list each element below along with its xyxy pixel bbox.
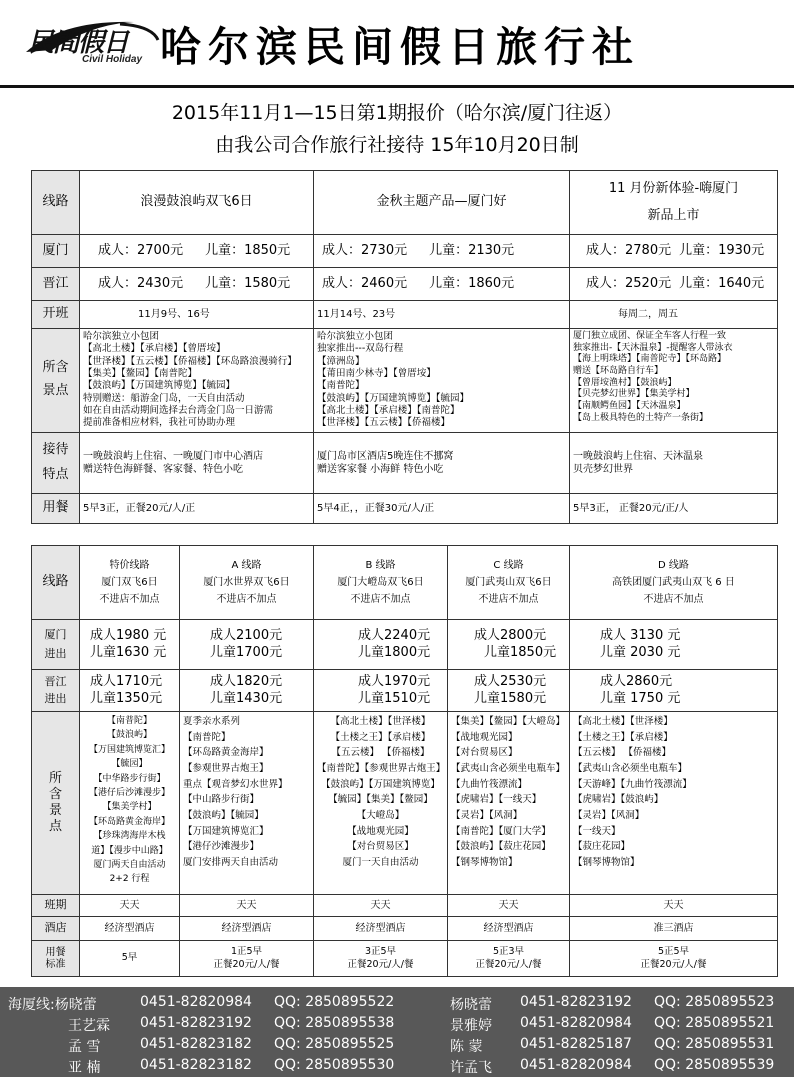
row-label: 所: [48, 770, 62, 786]
route-note: 不进店不加点: [478, 594, 539, 605]
sight-line: 【曾厝垵渔村】【鼓浪屿】: [573, 377, 677, 388]
sight-line: 【土楼之王】【承启楼】: [573, 731, 673, 743]
sight-line: 【五云楼】 【侨福楼】: [331, 747, 430, 759]
price-cell: [80, 670, 180, 712]
table-row: [32, 546, 778, 620]
logo-sub-text: Civil Holiday: [82, 54, 143, 65]
sight-line: 【集美学村】: [102, 802, 157, 813]
child-price: 儿童1630 元: [90, 644, 167, 660]
included-sights: [448, 712, 570, 895]
route-note: 不进店不加点: [99, 594, 160, 605]
included-sights: [570, 329, 778, 433]
hotel: 准三酒店: [570, 917, 778, 941]
sight-line: 【中山路步行街】: [183, 794, 260, 806]
price-cell: [448, 670, 570, 712]
sight-line: 【环岛路黄金海岸】: [88, 816, 170, 827]
meal-info: [448, 941, 570, 977]
sight-line: 道】【漫步中山路】: [91, 845, 168, 856]
meal-price: 正餐20元/人/餐: [347, 958, 414, 970]
sight-line: 【南普陀】【厦门大学】: [451, 825, 551, 837]
sight-line: 【万国建筑博览汇】: [88, 744, 170, 755]
price-cell: [314, 670, 448, 712]
table-row: [32, 620, 778, 670]
route-cell: [314, 546, 448, 620]
sight-line: 赠送【环岛路自行车】: [573, 366, 664, 377]
row-label: 特点: [42, 466, 69, 482]
sight-line: 【鼓浪屿】【万国建筑博览】【毓园】: [83, 380, 236, 392]
row-label: 用餐: [32, 493, 80, 523]
contact-name: 许孟飞: [450, 1060, 492, 1076]
route-table-2: [31, 545, 778, 977]
schedule: 天天: [80, 895, 180, 917]
contact-name: 景雅婷: [450, 1018, 492, 1034]
table-row: [32, 171, 778, 235]
sight-line: 【大嶝岛】: [356, 810, 405, 822]
meal-count: 5正5早: [657, 946, 690, 958]
table-row: [32, 493, 778, 523]
sight-line: 【南普陀】【参观世界古炮王】: [317, 763, 446, 775]
child-price: 儿童：1580元: [205, 275, 291, 291]
sight-line: 【鼓浪屿】【菽庄花园】: [451, 841, 551, 853]
child-price: 儿童1510元: [358, 690, 431, 706]
sight-line: 【世泽楼】【五云楼】【侨福楼】【环岛路浪漫骑行】: [83, 355, 297, 367]
meal-info: [570, 941, 778, 977]
hotel: 经济型酒店: [180, 917, 314, 941]
feature-line: 厦门岛市区酒店5晚连住不挪窝: [317, 450, 454, 462]
sight-line: 提前准备相应材料，我社可协助办理: [83, 417, 236, 429]
table-row: [32, 895, 778, 917]
row-label-cell: [32, 941, 80, 977]
sight-line: 如在自由活动期间选择去台湾金门岛一日游需: [83, 405, 274, 417]
row-label: 景: [48, 803, 62, 818]
route-name: 厦门水世界双飞6日: [203, 577, 290, 588]
child-price: 儿童 1750 元: [600, 690, 681, 706]
child-price: 儿童1350元: [90, 690, 163, 706]
sight-line: 【高北土楼】【承启楼】【曾厝垵】: [83, 343, 226, 355]
contact-row: [0, 1036, 794, 1056]
price-cell: [314, 620, 448, 670]
row-label: 景点: [42, 383, 69, 399]
sight-line: 【南顺鳄鱼园】【天沐温泉】: [573, 401, 686, 412]
table-row: [32, 235, 778, 268]
sight-line: 【毓园】【集美】【鳌园】: [328, 794, 433, 806]
sight-line: 【虎啸岩】【一线天】: [451, 794, 542, 806]
sight-line: 【一线天】: [573, 825, 621, 837]
child-price: 儿童1580元: [474, 690, 547, 706]
contact-name: 王艺霖: [68, 1018, 110, 1034]
sight-line: 【灵岩】【风洞】: [451, 810, 523, 822]
sight-line: 独家推出-【天沐温泉】-提醒客人带泳衣: [573, 342, 733, 353]
child-price: 儿童：1930元: [679, 242, 765, 258]
route-name: 11 月份新体验-嗨厦门: [608, 180, 739, 196]
price-cell: [80, 620, 180, 670]
adult-price: 成人 3130 元: [600, 627, 681, 643]
adult-price: 成人1820元: [210, 673, 283, 689]
sight-line: 【战地观光园】: [451, 731, 518, 743]
sight-line: 【莆田南少林寺】【曾厝垵】: [317, 368, 436, 380]
row-label: 厦门: [44, 628, 67, 642]
row-label: 开班: [32, 301, 80, 329]
depart-dates: 11月14号、23号: [314, 301, 570, 329]
row-label-cell: [32, 712, 80, 895]
contact-footer: [0, 987, 794, 1077]
contact-name: 陈 蒙: [450, 1039, 483, 1055]
contact-phone: 0451-82820984: [520, 1015, 632, 1031]
contact-name: 杨晓蕾: [450, 997, 492, 1013]
sight-line: 【五云楼】 【侨福楼】: [573, 747, 672, 759]
schedule: 天天: [180, 895, 314, 917]
meal-count: 5早: [121, 952, 138, 964]
sight-line: 【参观世界古炮王】: [183, 763, 269, 775]
reception-features: [80, 432, 314, 493]
route-note: 不进店不加点: [216, 594, 277, 605]
hotel: 经济型酒店: [314, 917, 448, 941]
sight-line: 【岛上极具特色的土特产一条街】: [573, 412, 709, 423]
meal-price: 正餐20元/人/餐: [213, 958, 280, 970]
sight-line: 【中华路步行街】: [93, 773, 166, 784]
schedule: 天天: [570, 895, 778, 917]
adult-price: 成人2530元: [474, 673, 547, 689]
included-sights: [314, 712, 448, 895]
price-cell: [180, 620, 314, 670]
meal-price: 正餐20元/人/餐: [475, 958, 542, 970]
feature-line: 赠送特色海鲜餐、客家餐、特色小吃: [83, 463, 243, 475]
contact-name: 亚 楠: [68, 1060, 101, 1076]
table-row: [32, 432, 778, 493]
sight-line: 【武夷山含必须坐电瓶车】: [451, 763, 566, 775]
sight-line: 【对台贸易区】: [347, 841, 414, 853]
contact-phone: 0451-82820984: [140, 994, 252, 1010]
child-price: 儿童：1860元: [429, 275, 515, 291]
sight-line: 【武夷山含必须坐电瓶车】: [573, 763, 688, 775]
sight-line: 【九曲竹筏漂流】: [451, 778, 528, 790]
adult-price: 成人2860元: [600, 673, 673, 689]
header: [0, 0, 794, 88]
sight-line: 厦门安排两天自由活动: [183, 857, 279, 869]
row-label: 班期: [32, 895, 80, 917]
sight-line: 【环岛路黄金海岸】: [183, 747, 269, 759]
meal-info: 5早3正，正餐20元/人/正: [80, 493, 314, 523]
route-code: A 线路: [231, 560, 262, 571]
price-cell: [80, 235, 314, 268]
meal-info: 5早4正，，正餐30元/人/正: [314, 493, 570, 523]
subtitle-period: 2015年11月1—15日第1期报价（哈尔滨/厦门往返）: [171, 102, 623, 124]
adult-price: 成人1710元: [90, 673, 163, 689]
adult-price: 成人：2780元: [586, 242, 672, 258]
feature-line: 贝壳梦幻世界: [573, 463, 633, 475]
route-name: 厦门双飞6日: [101, 577, 158, 588]
price-cell: [314, 268, 570, 301]
meal-count: 3正5早: [364, 946, 397, 958]
row-label: 线路: [32, 546, 80, 620]
row-label: 含: [48, 786, 62, 802]
sight-line: 【灵岩】【风洞】: [573, 810, 645, 822]
price-cell: [180, 670, 314, 712]
contact-row: [0, 1015, 794, 1035]
table-row: [32, 301, 778, 329]
contact-qq: QQ: 2850895539: [654, 1057, 775, 1073]
row-label-cell: [32, 620, 80, 670]
hotel: 经济型酒店: [80, 917, 180, 941]
route-cell: [570, 546, 778, 620]
price-cell: [314, 235, 570, 268]
sight-line: 【鼓浪屿】: [106, 730, 152, 741]
meal-info: [180, 941, 314, 977]
adult-price: 成人2100元: [210, 627, 283, 643]
route-name-cell: [570, 171, 778, 235]
sight-line: 厦门独立成团、保证全车客人行程一致: [573, 331, 727, 341]
row-label: 进出: [44, 691, 67, 705]
route-name: 金秋主题产品—厦门好: [314, 171, 570, 235]
schedule: 天天: [448, 895, 570, 917]
depart-dates: 11月9号、16号: [80, 301, 314, 329]
contact-qq: QQ: 2850895538: [274, 1015, 395, 1031]
route-cell: [448, 546, 570, 620]
hotel: 经济型酒店: [448, 917, 570, 941]
row-label-cell: [32, 329, 80, 433]
sight-line: 哈尔滨独立小包团: [83, 331, 160, 342]
sight-line: 【高北土楼】【世泽楼】: [330, 716, 431, 727]
route-name: 浪漫鼓浪屿双飞6日: [80, 171, 314, 235]
sight-line: 【港仔后沙滩漫步】: [88, 787, 170, 798]
sight-line: 【南普陀】: [317, 380, 365, 392]
included-sights: [570, 712, 778, 895]
sight-line: 哈尔滨独立小包团: [317, 331, 394, 342]
reception-features: [314, 432, 570, 493]
route-code: D 线路: [658, 560, 689, 571]
sight-line: 【鼓浪屿】【毓园】: [183, 810, 264, 822]
row-label: 厦门: [32, 235, 80, 268]
sight-line: 【土楼之王】【承启楼】: [330, 731, 431, 743]
company-logo: [22, 18, 162, 68]
contact-phone: 0451-82823192: [520, 994, 632, 1010]
sight-line: 【漳洲岛】: [317, 355, 365, 367]
sight-line: 特别赠送：船游金门岛，一天自由活动: [83, 392, 245, 404]
route-note: 不进店不加点: [643, 594, 704, 605]
schedule: 天天: [314, 895, 448, 917]
child-price: 儿童：1850元: [205, 242, 291, 258]
contact-qq: QQ: 2850895530: [274, 1057, 395, 1073]
sight-line: 【菽庄花园】: [573, 841, 631, 853]
page-title: 哈尔滨民间假日旅行社: [160, 23, 640, 71]
route-name: 厦门武夷山双飞6日: [465, 577, 552, 588]
route-name: 厦门大嶝岛双飞6日: [337, 577, 424, 588]
sight-line: 【钢琴博物馆】: [573, 857, 640, 869]
contact-phone: 0451-82823182: [140, 1036, 252, 1052]
row-label-cell: [32, 432, 80, 493]
meal-price: 正餐20元/人/餐: [640, 958, 707, 970]
sight-line: 【鼓浪屿】【万国建筑博览】【毓园】: [317, 392, 470, 404]
contact-phone: 0451-82823182: [140, 1057, 252, 1073]
child-price: 儿童1850元: [484, 644, 557, 660]
meal-info: [80, 941, 180, 977]
sight-line: 【对台贸易区】: [451, 747, 518, 759]
row-label: 晋江: [32, 268, 80, 301]
contact-name: 海厦线:杨晓蕾: [8, 997, 97, 1013]
sight-line: 【万国建筑博览汇】: [183, 825, 269, 837]
included-sights: [314, 329, 570, 433]
contact-qq: QQ: 2850895523: [654, 994, 775, 1010]
table-row: [32, 268, 778, 301]
sight-line: 【集美】【鳌园】【南普陀】: [83, 368, 198, 380]
sight-line: 【高北土楼】【世泽楼】: [573, 716, 673, 727]
child-price: 儿童1430元: [210, 690, 283, 706]
contact-qq: QQ: 2850895531: [654, 1036, 775, 1052]
route-code: B 线路: [365, 560, 396, 571]
price-cell: [80, 268, 314, 301]
row-label: 晋江: [44, 675, 67, 689]
row-label: 线路: [32, 171, 80, 235]
sight-line: 【世泽楼】【五云楼】【侨福楼】: [317, 417, 451, 429]
included-sights: [80, 712, 180, 895]
sight-line: 独家推出---双岛行程: [317, 343, 404, 355]
sight-line: 【珍珠湾海岸木栈: [93, 831, 166, 842]
sight-line: 夏季亲水系列: [183, 716, 241, 727]
meal-count: 1正5早: [230, 946, 263, 958]
child-price: 儿童 2030 元: [600, 644, 681, 660]
adult-price: 成人1970元: [358, 673, 431, 689]
adult-price: 成人：2520元: [586, 275, 672, 291]
sight-line: 【鼓浪屿】【万国建筑博览】: [321, 778, 440, 790]
depart-dates: 每周二，周五: [570, 301, 778, 329]
row-label: 进出: [44, 646, 67, 660]
adult-price: 成人2240元: [358, 627, 431, 643]
sight-line: 【战地观光园】: [347, 825, 414, 837]
route-cell: [180, 546, 314, 620]
row-label: 酒店: [32, 917, 80, 941]
included-sights: [180, 712, 314, 895]
route-code: C 线路: [493, 560, 524, 571]
sight-line: 【钢琴博物馆】: [451, 857, 518, 869]
table-row: [32, 712, 778, 895]
contact-qq: QQ: 2850895521: [654, 1015, 775, 1031]
feature-line: 赠送客家餐 小海鲜 特色小吃: [317, 463, 444, 475]
contact-phone: 0451-82825187: [520, 1036, 632, 1052]
price-cell: [448, 620, 570, 670]
sight-line: 【海上明珠塔】【南普陀寺】【环岛路】: [573, 354, 727, 365]
reception-features: [570, 432, 778, 493]
adult-price: 成人：2730元: [322, 242, 408, 258]
route-note: 不进店不加点: [350, 594, 411, 605]
sight-line: 【集美】【鳌园】【大嶝岛】: [451, 716, 566, 727]
row-label: 标准: [45, 958, 66, 970]
price-cell: [570, 670, 778, 712]
sight-line: 【天游峰】【九曲竹筏漂流】: [573, 778, 692, 790]
child-price: 儿童1800元: [358, 644, 431, 660]
sight-line: 【贝壳梦幻世界】【集美学村】: [573, 389, 695, 400]
table-row: [32, 917, 778, 941]
adult-price: 成人2800元: [474, 627, 547, 643]
feature-line: 一晚鼓浪屿上住宿、一晚厦门市中心酒店: [83, 450, 263, 462]
route-table-1: [31, 170, 778, 524]
sight-line: 厦门两天自由活动: [93, 859, 166, 870]
row-label-cell: [32, 670, 80, 712]
sight-line: 厦门一天自由活动: [342, 857, 419, 869]
sight-line: 【南普陀】: [183, 731, 231, 743]
sight-line: 【虎啸岩】【鼓浪屿】: [573, 794, 664, 806]
sight-line: 【南普陀】: [106, 716, 152, 726]
adult-price: 成人1980 元: [90, 627, 167, 643]
price-cell: [570, 235, 778, 268]
meal-count: 5正3早: [492, 946, 525, 958]
contact-row: [0, 994, 794, 1014]
adult-price: 成人：2700元: [98, 242, 184, 258]
contact-phone: 0451-82820984: [520, 1057, 632, 1073]
feature-line: 一晚鼓浪屿上住宿、天沐温泉: [573, 450, 703, 462]
price-cell: [570, 620, 778, 670]
child-price: 儿童1700元: [210, 644, 283, 660]
route-name: 高铁团厦门武夷山双飞 6 日: [612, 577, 735, 588]
contact-qq: QQ: 2850895525: [274, 1036, 395, 1052]
row-label: 用餐: [45, 946, 66, 958]
meal-info: [314, 941, 448, 977]
sight-line: 2+2 行程: [109, 874, 150, 885]
meal-info: 5早3正， 正餐20元/正/人: [570, 493, 778, 523]
sight-line: 【港仔沙滩漫步】: [183, 841, 260, 853]
route-code: 特价线路: [109, 560, 150, 571]
row-label: 接待: [42, 441, 69, 457]
price-cell: [570, 268, 778, 301]
table-row: [32, 329, 778, 433]
contact-name: 孟 雪: [68, 1039, 101, 1055]
contact-qq: QQ: 2850895522: [274, 994, 395, 1010]
sight-line: 重点【观音梦幻水世界】: [183, 778, 288, 790]
contact-row: [0, 1057, 794, 1077]
child-price: 儿童：2130元: [429, 242, 515, 258]
row-label: 所含: [42, 360, 69, 376]
contact-phone: 0451-82823192: [140, 1015, 252, 1031]
row-label: 点: [48, 819, 62, 835]
sight-line: 【高北土楼】【承启楼】【南普陀】: [317, 405, 460, 417]
logo-main-text: 民間假日: [28, 28, 129, 58]
route-cell: [80, 546, 180, 620]
table-row: [32, 941, 778, 977]
adult-price: 成人：2460元: [322, 275, 408, 291]
route-badge: 新品上市: [647, 207, 700, 223]
sight-line: 【毓园】: [111, 759, 148, 770]
table-row: [32, 670, 778, 712]
included-sights: [80, 329, 314, 433]
child-price: 儿童：1640元: [679, 275, 765, 291]
subtitle-note: 由我公司合作旅行社接待 15年10月20日制: [215, 134, 579, 156]
adult-price: 成人：2430元: [98, 275, 184, 291]
